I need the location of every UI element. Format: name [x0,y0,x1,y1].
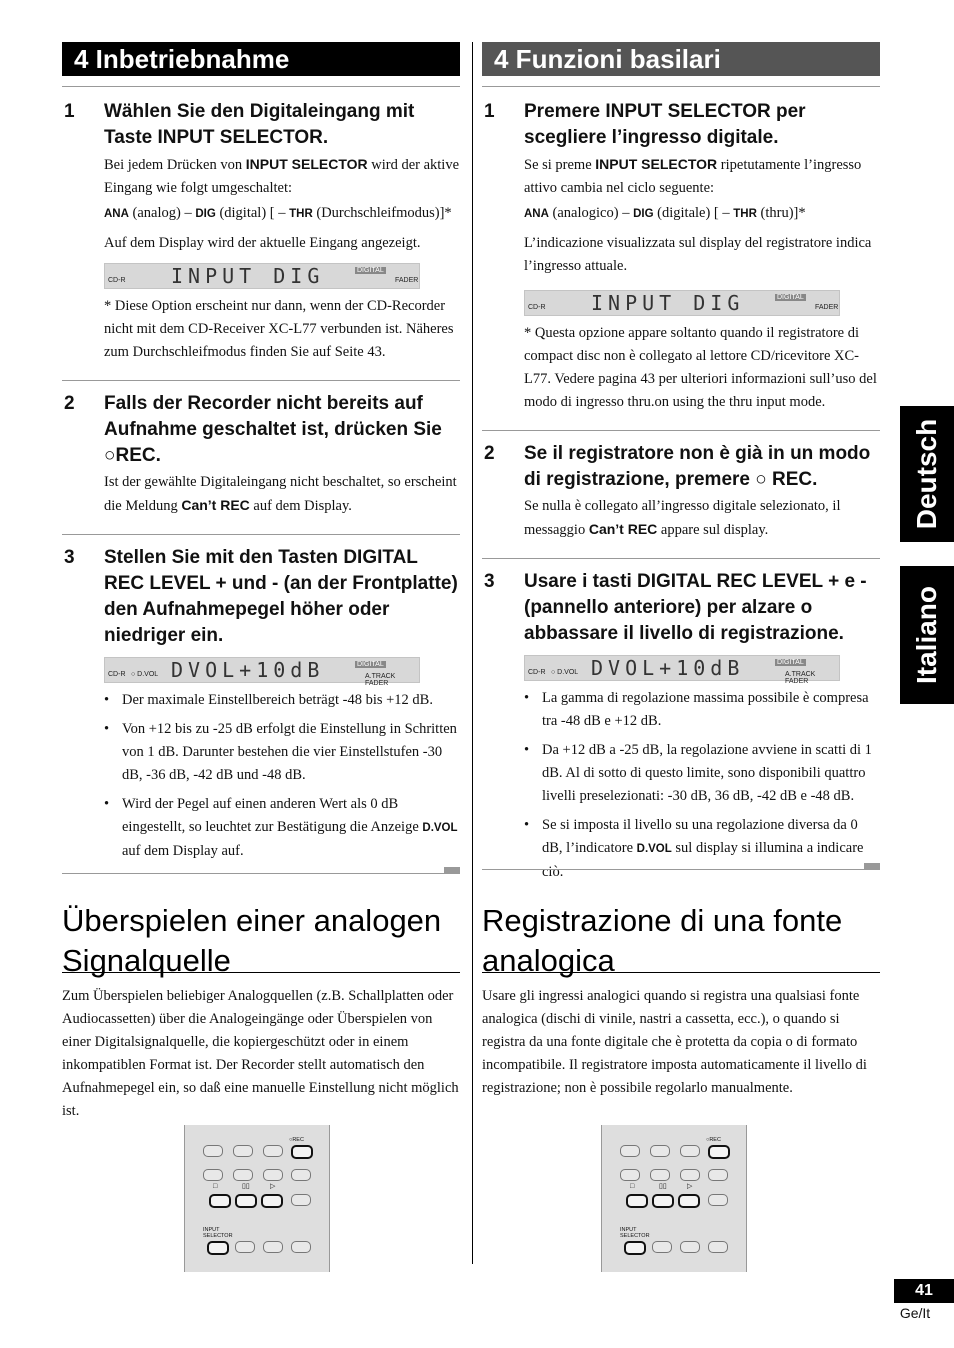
input-cycle: ANA (analogico) – DIG (digitale) [ – THR (thru)]* [524,205,806,221]
remote-button [620,1169,640,1181]
lcd-text: INPUT DIG [171,264,325,288]
step-text: Se si preme INPUT SELECTOR ripetutamente l’ingresso attivo cambia nel ciclo seguente: [524,156,862,196]
bullet-list [524,687,880,884]
column-divider [472,42,473,1264]
heading-underline [62,972,460,973]
step-title: Stellen Sie mit den Tasten DIGITAL REC LEVEL + und - (an der Frontplatte) den Aufnahmepegel höher oder niedriger ein. [104,547,458,646]
divider [62,380,460,381]
remote-button [620,1145,640,1157]
tab-label: Deutsch [911,418,942,530]
pause-button [235,1194,257,1208]
page-heading: Überspielen einer analogen Signalquelle [62,903,442,978]
end-mark [444,867,460,873]
input-selector-label: INPUT SELECTOR [203,1227,233,1239]
list-item: • Da +12 dB a -25 dB, la regolazione avviene in scatti di 1 dB. Al di sotto di questo limite, sono disponibili quattro livelli preselezionati: -30 dB, 36 dB, -42 dB e -48 dB. [542,739,880,808]
pause-button [652,1194,674,1208]
lcd-text: DVOL+10dB [591,656,745,680]
lcd-label: A.TRACK FADER [365,673,396,687]
lcd-label: CD-R [108,671,126,678]
lcd-label: CD-R [528,304,546,311]
remote-button [680,1145,700,1157]
step-1 [482,99,880,414]
rec-label: ○REC [289,1137,304,1143]
list-item: • Der maximale Einstellbereich beträgt -48 bis +12 dB. [122,689,460,712]
remote-illustration [184,1125,330,1272]
page-number: 41 [894,1279,954,1303]
remote-button [291,1241,311,1253]
remote-button [708,1169,728,1181]
step-number: 1 [484,101,495,122]
stop-button [209,1194,231,1208]
list-item: • Wird der Pegel auf einen anderen Wert als 0 dB eingestellt, so leuchtet zur Bestätigung die Anzeige D.VOL auf dem Display auf. [122,793,460,863]
divider [482,430,880,431]
step-title: Usare i tasti DIGITAL REC LEVEL + e - (pannello anteriore) per alzare o abbassare il livello di registrazione. [524,571,867,644]
divider [482,86,880,87]
input-selector-button [207,1241,229,1255]
lcd-display-input [104,263,420,289]
play-button [261,1194,283,1208]
remote-button [233,1169,253,1181]
language-code: Ge/It [899,1305,931,1321]
step-number: 1 [64,101,75,122]
remote-button [235,1241,255,1253]
lcd-label: CD-R [108,277,126,284]
remote-button [203,1169,223,1181]
divider [62,86,460,87]
step-text: Ist der gewählte Digitaleingang nicht beschaltet, so erscheint die Meldung Can’t REC auf dem Display. [104,474,457,514]
list-item: • Se si imposta il livello su una regolazione diversa da 0 dB, l’indicatore D.VOL sul display si illumina a indicare ciò. [542,814,880,884]
step-2 [62,391,460,518]
lcd-label: DIGITAL [777,659,804,666]
italian-column [482,42,880,890]
divider [62,534,460,535]
list-item: • La gamma di regolazione massima possibile è compresa tra -48 dB e +12 dB. [542,687,880,733]
stop-button [626,1194,648,1208]
pause-icon: ▯▯ [242,1183,250,1190]
rec-button [291,1145,313,1159]
remote-button [263,1241,283,1253]
input-selector-button [624,1241,646,1255]
lcd-label: ○ D.VOL [551,669,579,676]
list-item: • Von +12 bis zu -25 dB erfolgt die Einstellung in Schritten von 1 dB. Darunter bestehen die vier Einstellstufen -30 dB, -36 dB, -42 dB und -48 dB. [122,718,460,787]
step-title: Premere INPUT SELECTOR per scegliere l’ingresso digitale. [524,101,806,148]
lcd-label: DIGITAL [777,294,804,301]
pause-icon: ▯▯ [659,1183,667,1190]
lcd-display-dvol [104,657,420,687]
remote-illustration [601,1125,747,1272]
end-mark [864,863,880,869]
step-2 [482,441,880,542]
footnote: * Diese Option erscheint nur dann, wenn der CD-Recorder nicht mit dem CD-Receiver XC-L77 verbunden ist. Näheres zum Durchschleifmodus finden Sie auf Seite 43. [104,298,454,360]
bullet-list [104,689,460,863]
section-title: 4 Funzioni basilari [482,42,880,76]
remote-button [708,1241,728,1253]
remote-button [650,1169,670,1181]
lcd-text: DVOL+10dB [171,658,325,682]
rec-label: ○REC [706,1137,721,1143]
german-column [62,42,460,869]
play-icon: ▷ [270,1183,276,1190]
step-3 [482,569,880,685]
remote-button [233,1145,253,1157]
stop-icon: □ [213,1183,218,1190]
footnote: * Questa opzione appare soltanto quando il registratore di compact disc non è collegato al lettore CD/ricevitore XC-L77. Vedere pagina 43 per ulteriori informazioni sull’uso del modo di ingresso thru.on using the thru input mode. [524,325,877,410]
lcd-display-input [524,290,840,316]
step-title: Se il registratore non è già in un modo di registrazione, premere ○ REC. [524,443,871,490]
input-cycle: ANA (analog) – DIG (digital) [ – THR (Durchschleifmodus)]* [104,205,452,221]
divider [482,558,880,559]
remote-button [680,1169,700,1181]
divider [62,873,460,874]
step-title: Wählen Sie den Digitaleingang mit Taste INPUT SELECTOR. [104,101,415,148]
step-text: Auf dem Display wird der aktuelle Eingang angezeigt. [104,235,421,251]
divider [482,869,880,870]
page-heading: Registrazione di una fonte analogica [482,903,843,978]
step-title: Falls der Recorder nicht bereits auf Aufnahme geschaltet ist, drücken Sie ○REC. [104,393,442,466]
rec-button [708,1145,730,1159]
step-text: Se nulla è collegato all’ingresso digitale selezionato, il messaggio Can’t REC appare sul display. [524,498,841,538]
lcd-label: FADER [815,304,839,311]
remote-button [291,1194,311,1206]
lcd-label: FADER [395,277,419,284]
tab-deutsch [900,406,954,542]
lcd-label: ○ D.VOL [131,671,159,678]
lcd-display-dvol [524,655,840,685]
remote-button [203,1145,223,1157]
play-icon: ▷ [687,1183,693,1190]
lcd-label: A.TRACK FADER [785,671,816,685]
stop-icon: □ [630,1183,635,1190]
step-1 [62,99,460,364]
section-title: 4 Inbetriebnahme [62,42,460,76]
lcd-label: DIGITAL [357,661,384,668]
intro-text: Usare gli ingressi analogici quando si registra una qualsiasi fonte analogica (dischi di vinile, nastri a cassetta, ecc.), o quando si registra da una fonte digitale che è protetta da copia o di formato incompatibile. Il registratore imposta automaticamente il livello di registrazione; non è possibile regolarlo manualmente. [482,988,867,1096]
play-button [678,1194,700,1208]
lcd-label: DIGITAL [357,267,384,274]
tab-label: Italiano [911,585,942,685]
step-text: L’indicazione visualizzata sul display del registratore indica l’ingresso attuale. [524,235,872,274]
input-selector-label: INPUT SELECTOR [620,1227,650,1239]
step-number: 3 [64,547,75,568]
remote-button [652,1241,672,1253]
remote-button [263,1169,283,1181]
step-number: 2 [484,443,495,464]
remote-button [708,1194,728,1206]
heading-underline [482,972,880,973]
step-text: Bei jedem Drücken von INPUT SELECTOR wird der aktive Eingang wie folgt umgeschaltet: [104,156,460,196]
remote-button [680,1241,700,1253]
intro-text: Zum Überspielen beliebiger Analogquellen (z.B. Schallplatten oder Audiocassetten) über die Analogeingänge oder Überspielen von einer Digitalsignalquelle, die kopiergeschützt oder in einem inkompatiblen Format ist. Der Recorder stellt automatisch den Aufnahmepegel ein, so daß eine manuelle Einstellung nicht möglich ist. [62,988,459,1119]
remote-button [650,1145,670,1157]
lcd-label: CD-R [528,669,546,676]
step-number: 2 [64,393,75,414]
lcd-text: INPUT DIG [591,291,745,315]
remote-button [291,1169,311,1181]
step-3 [62,545,460,687]
tab-italiano [900,566,954,704]
remote-button [263,1145,283,1157]
step-number: 3 [484,571,495,592]
